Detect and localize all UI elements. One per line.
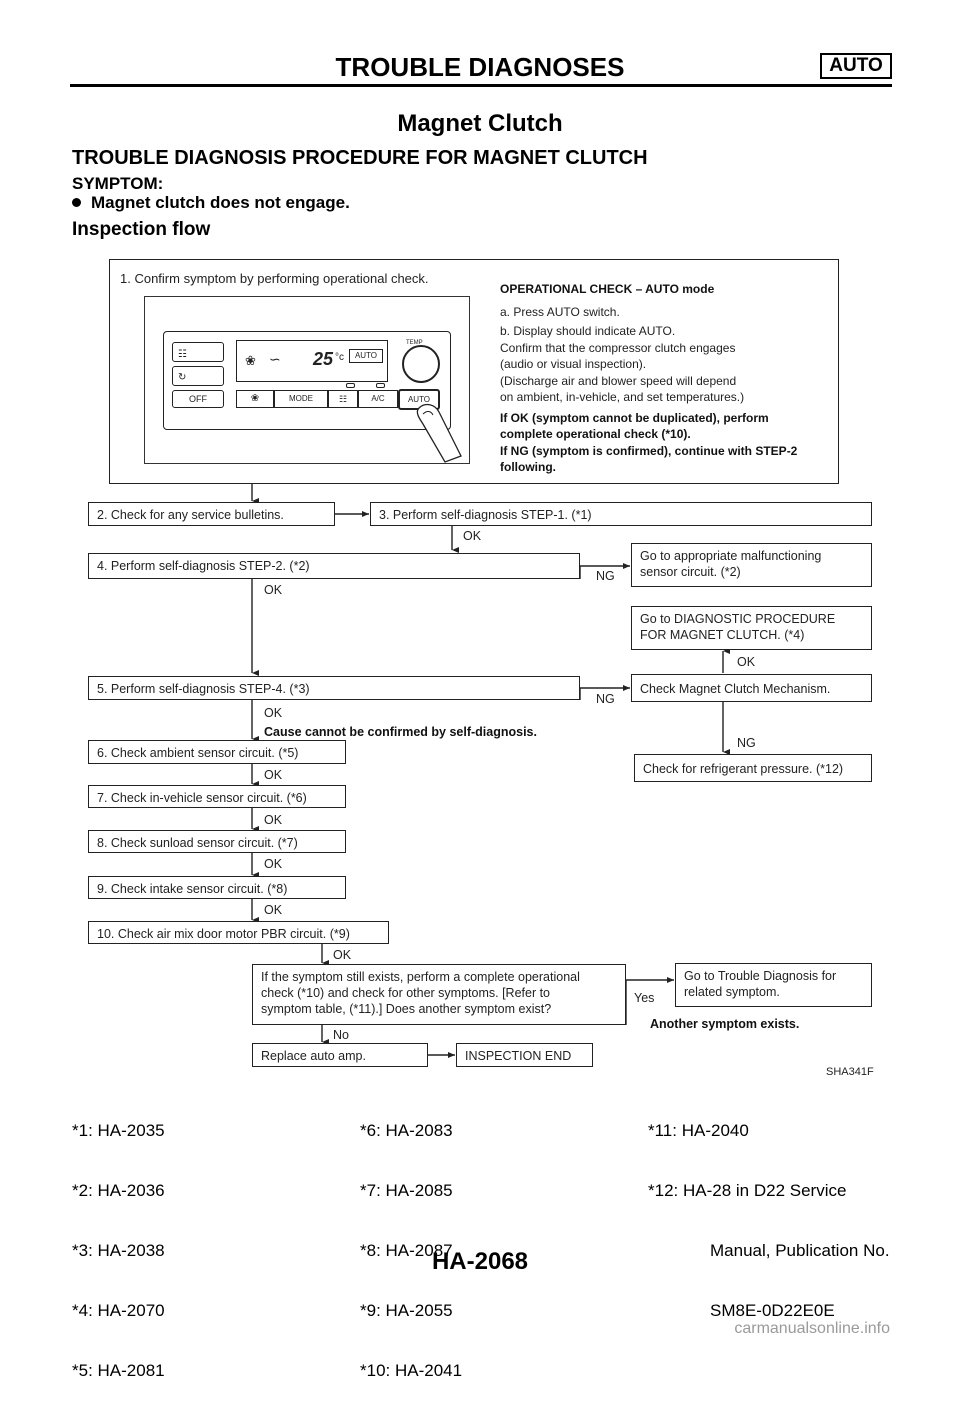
indicator-led bbox=[346, 383, 355, 388]
mech-box: Check Magnet Clutch Mechanism. bbox=[631, 674, 872, 702]
ok-label: OK bbox=[264, 857, 283, 871]
footnote: *8: HA-2087 bbox=[360, 1241, 453, 1260]
section-title: Magnet Clutch bbox=[397, 110, 563, 137]
op-b2: Confirm that the compressor clutch engages bbox=[500, 340, 736, 355]
footnote: *5: HA-2081 bbox=[72, 1361, 165, 1380]
step1-title: 1. Confirm symptom by performing operational check. bbox=[120, 271, 429, 286]
step10-box: 10. Check air mix door motor PBR circuit. (*9) bbox=[88, 921, 389, 944]
step4-ng-line2: sensor circuit. (*2) bbox=[640, 565, 741, 579]
another-symptom-note: Another symptom exists. bbox=[650, 1017, 800, 1031]
ok-label: OK bbox=[264, 706, 283, 720]
ac-button: A/C bbox=[358, 390, 398, 408]
footnote: *9: HA-2055 bbox=[360, 1301, 453, 1320]
refrigerant-box: Check for refrigerant pressure. (*12) bbox=[634, 754, 872, 782]
front-defrost-icon: ☷ bbox=[338, 394, 348, 404]
replace-amp-box: Replace auto amp. bbox=[252, 1043, 428, 1067]
footnote: *11: HA-2040 bbox=[648, 1121, 749, 1140]
fan-small-icon: ❀ bbox=[250, 393, 260, 404]
temp-unit: °c bbox=[335, 352, 344, 363]
flow-title: Inspection flow bbox=[72, 219, 211, 240]
defrost-icon: ☷ bbox=[178, 349, 187, 360]
mode-button: MODE bbox=[274, 390, 328, 408]
ok-label: OK bbox=[463, 529, 482, 543]
ok-label: OK bbox=[264, 813, 283, 827]
still-line2: check (*10) and check for other symptoms. [Refer to bbox=[261, 986, 551, 1000]
still-line1: If the symptom still exists, perform a complete operational bbox=[261, 970, 580, 984]
ng-label: NG bbox=[737, 736, 756, 750]
indicator-led bbox=[376, 383, 385, 388]
operational-check bbox=[500, 281, 838, 476]
ok-label: OK bbox=[264, 903, 283, 917]
display bbox=[236, 340, 388, 382]
ok-label: OK bbox=[333, 948, 352, 962]
footnote: *1: HA-2035 bbox=[72, 1121, 165, 1140]
op-ng2: following. bbox=[500, 460, 556, 474]
op-b4: (Discharge air and blower speed will depend bbox=[500, 373, 737, 388]
symptom-text: Magnet clutch does not engage. bbox=[91, 193, 350, 212]
ok-label: OK bbox=[737, 655, 756, 669]
footnotes-col2 bbox=[360, 1081, 462, 1401]
goto-line2: related symptom. bbox=[684, 985, 780, 999]
step9-box: 9. Check intake sensor circuit. (*8) bbox=[88, 876, 346, 899]
recirc-icon: ↻ bbox=[178, 372, 187, 383]
footnote: *6: HA-2083 bbox=[360, 1121, 453, 1140]
auto-button: AUTO bbox=[398, 389, 440, 410]
ok-label: OK bbox=[264, 583, 283, 597]
footnote: *10: HA-2041 bbox=[360, 1361, 463, 1380]
no-label: No bbox=[333, 1028, 349, 1042]
inspection-end-box: INSPECTION END bbox=[456, 1043, 593, 1067]
op-ok1: If OK (symptom cannot be duplicated), perform bbox=[500, 410, 769, 425]
watermark: carmanualsonline.info bbox=[734, 1320, 890, 1337]
goto-diagnosis-box bbox=[675, 963, 872, 1007]
footnotes-col1 bbox=[72, 1081, 165, 1401]
footnote: SM8E-0D22E0E bbox=[710, 1301, 835, 1320]
fan-button bbox=[236, 390, 274, 408]
diag-line1: Go to DIAGNOSTIC PROCEDURE bbox=[640, 612, 836, 626]
page-number: HA-2068 bbox=[431, 1248, 529, 1275]
front-defrost-button bbox=[328, 390, 358, 408]
auto-badge: AUTO bbox=[349, 349, 383, 363]
footnotes-col3 bbox=[648, 1081, 890, 1341]
vent-mode-icon: ∽ bbox=[269, 351, 281, 367]
off-button: OFF bbox=[172, 390, 224, 408]
step4-ng-box bbox=[631, 543, 872, 587]
still-exists-box bbox=[252, 964, 626, 1025]
step3-box: 3. Perform self-diagnosis STEP-1. (*1) bbox=[370, 502, 872, 526]
footnote: *12: HA-28 in D22 Service bbox=[648, 1181, 847, 1200]
ok-label: OK bbox=[264, 768, 283, 782]
defrost-button bbox=[172, 342, 224, 362]
footnote: *7: HA-2085 bbox=[360, 1181, 453, 1200]
op-title: OPERATIONAL CHECK – AUTO mode bbox=[500, 282, 715, 296]
ng-label: NG bbox=[596, 569, 615, 583]
op-ok2: complete operational check (*10). bbox=[500, 427, 691, 441]
op-a: a. Press AUTO switch. bbox=[500, 304, 620, 319]
step1-box bbox=[109, 259, 839, 484]
footnote: *3: HA-2038 bbox=[72, 1241, 165, 1260]
step7-box: 7. Check in-vehicle sensor circuit. (*6) bbox=[88, 785, 346, 808]
op-b3: (audio or visual inspection). bbox=[500, 357, 647, 371]
cause-note: Cause cannot be confirmed by self-diagnosis. bbox=[264, 725, 537, 739]
op-b: b. Display should indicate AUTO. bbox=[500, 324, 676, 338]
ng-label: NG bbox=[596, 692, 615, 706]
diag-line2: FOR MAGNET CLUTCH. (*4) bbox=[640, 628, 805, 642]
step4-ng-line1: Go to appropriate malfunctioning bbox=[640, 549, 822, 563]
op-b5: on ambient, in-vehicle, and set temperatures.) bbox=[500, 390, 745, 404]
step4-box: 4. Perform self-diagnosis STEP-2. (*2) bbox=[88, 553, 580, 579]
footnote: *4: HA-2070 bbox=[72, 1301, 165, 1320]
yes-label: Yes bbox=[634, 991, 655, 1005]
footnote: *2: HA-2036 bbox=[72, 1181, 165, 1200]
header-tag: AUTO bbox=[820, 53, 892, 79]
fan-icon: ❀ bbox=[245, 353, 256, 368]
op-ng1: If NG (symptom is confirmed), continue with STEP-2 bbox=[500, 443, 798, 458]
procedure-title: TROUBLE DIAGNOSIS PROCEDURE FOR MAGNET CLUTCH bbox=[72, 147, 648, 169]
control-panel bbox=[163, 331, 451, 430]
recirc-button bbox=[172, 366, 224, 386]
diag-procedure-box bbox=[631, 606, 872, 650]
symptom-label: SYMPTOM: bbox=[72, 174, 164, 193]
step6-box: 6. Check ambient sensor circuit. (*5) bbox=[88, 740, 346, 764]
figure-id: SHA341F bbox=[826, 1066, 874, 1078]
goto-line1: Go to Trouble Diagnosis for bbox=[684, 969, 837, 983]
step2-box: 2. Check for any service bulletins. bbox=[88, 502, 335, 526]
temp-label: TEMP bbox=[406, 340, 423, 346]
step8-box: 8. Check sunload sensor circuit. (*7) bbox=[88, 830, 346, 853]
step5-box: 5. Perform self-diagnosis STEP-4. (*3) bbox=[88, 676, 580, 700]
panel-illustration bbox=[144, 296, 470, 464]
header-title: TROUBLE DIAGNOSES bbox=[335, 52, 625, 82]
temp-display: 25 bbox=[313, 349, 334, 369]
temp-knob bbox=[402, 345, 440, 383]
still-line3: symptom table, (*11).] Does another symptom exist? bbox=[261, 1002, 552, 1016]
footnote: Manual, Publication No. bbox=[710, 1241, 890, 1260]
finger-icon bbox=[415, 402, 469, 463]
